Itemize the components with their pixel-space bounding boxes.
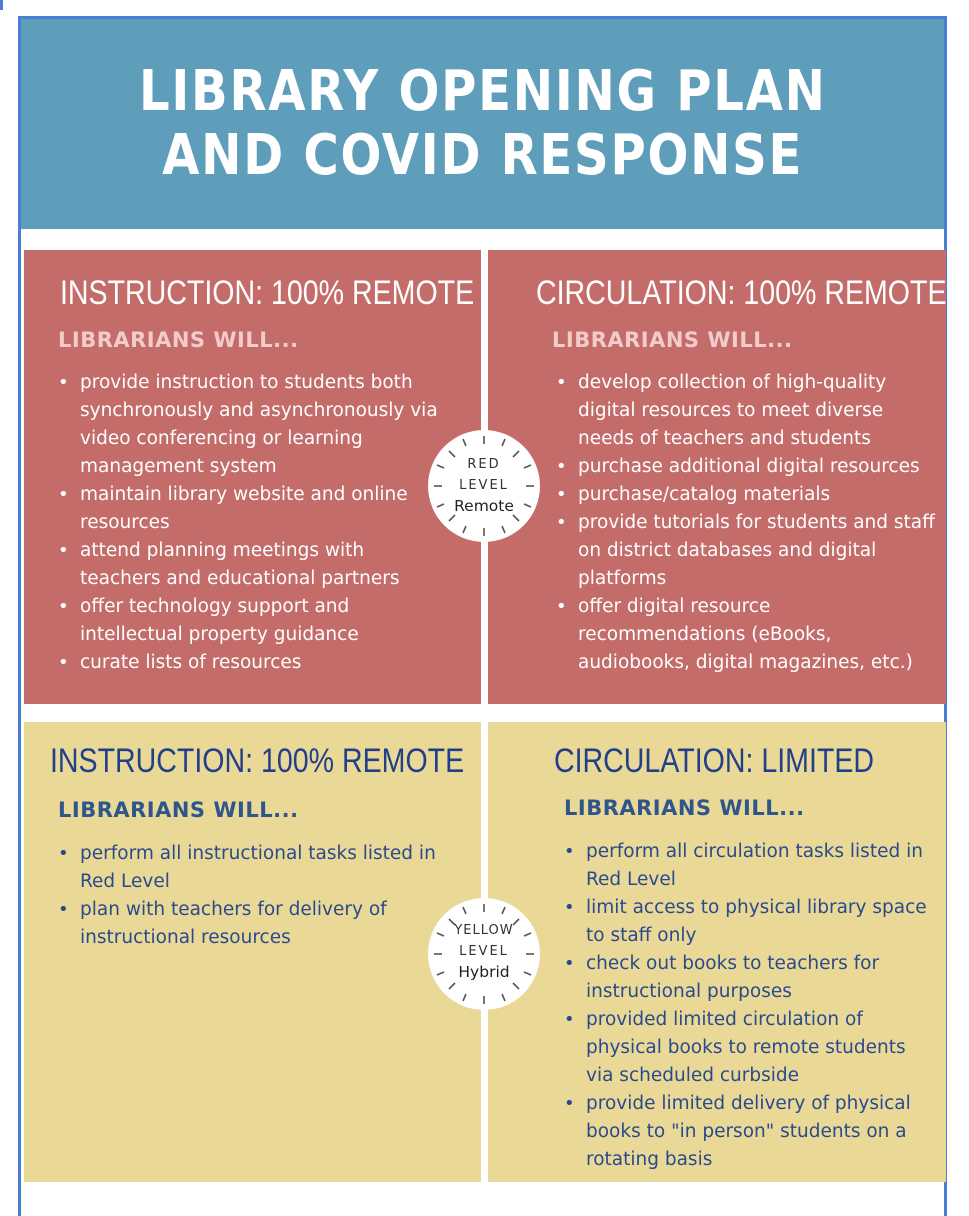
list-item: • maintain library website and online resources [54, 481, 449, 537]
yellow-instruction-heading: INSTRUCTION: 100% REMOTE [50, 742, 465, 780]
red-circulation-heading: CIRCULATION: 100% REMOTE [536, 274, 947, 312]
badge-mode: Remote [454, 497, 514, 515]
yellow-circulation-panel [488, 722, 946, 1182]
badge-level-word: LEVEL [459, 944, 509, 959]
list-item: • perform all instructional tasks listed in Red Level [54, 840, 449, 896]
badge-level-color: YELLOW [454, 923, 514, 938]
list-item: • limit access to physical library space to staff only [560, 894, 936, 950]
list-item: • offer technology support and intellectual property guidance [54, 593, 449, 649]
list-item: • curate lists of resources [54, 649, 449, 677]
list-item: • offer digital resource recommendations (eBooks, audiobooks, digital magazines, etc.) [552, 593, 938, 677]
list-item: • check out books to teachers for instructional purposes [560, 950, 936, 1006]
yellow-circulation-list [560, 838, 936, 1174]
header-banner [21, 19, 944, 229]
red-level-badge [428, 430, 540, 542]
title-line-1: LIBRARY OPENING PLAN [138, 59, 827, 124]
title-line-2: AND COVID RESPONSE [161, 123, 803, 188]
red-instruction-heading: INSTRUCTION: 100% REMOTE [60, 274, 475, 312]
list-item: • provide instruction to students both synchronously and asynchronously via video conferencing or learning management system [54, 369, 449, 481]
yellow-level-badge [428, 898, 540, 1010]
list-item: • plan with teachers for delivery of instructional resources [54, 896, 449, 952]
red-circulation-subheading: LIBRARIANS WILL... [552, 328, 793, 352]
badge-level-color: RED [467, 457, 501, 472]
yellow-instruction-panel [24, 722, 481, 1182]
yellow-circulation-subheading: LIBRARIANS WILL... [564, 796, 805, 820]
red-instruction-list [54, 369, 449, 677]
list-item: • purchase additional digital resources [552, 453, 938, 481]
list-item: • provide tutorials for students and staff on district databases and digital platforms [552, 509, 938, 593]
red-instruction-panel [24, 250, 481, 704]
yellow-instruction-list [54, 840, 449, 952]
yellow-instruction-subheading: LIBRARIANS WILL... [58, 798, 299, 822]
list-item: • attend planning meetings with teachers and educational partners [54, 537, 449, 593]
red-circulation-list [552, 369, 938, 677]
yellow-circulation-heading: CIRCULATION: LIMITED [554, 742, 875, 780]
red-circulation-panel [488, 250, 946, 704]
list-item: • develop collection of high-quality digital resources to meet diverse needs of teachers and students [552, 369, 938, 453]
red-instruction-subheading: LIBRARIANS WILL... [58, 328, 299, 352]
badge-level-word: LEVEL [459, 478, 509, 493]
list-item: • provide limited delivery of physical books to "in person" students on a rotating basis [560, 1090, 936, 1174]
list-item: • perform all circulation tasks listed in Red Level [560, 838, 936, 894]
list-item: • purchase/catalog materials [552, 481, 938, 509]
badge-mode: Hybrid [458, 963, 510, 981]
corner-mark [0, 0, 3, 10]
list-item: • provided limited circulation of physical books to remote students via scheduled curbside [560, 1006, 936, 1090]
